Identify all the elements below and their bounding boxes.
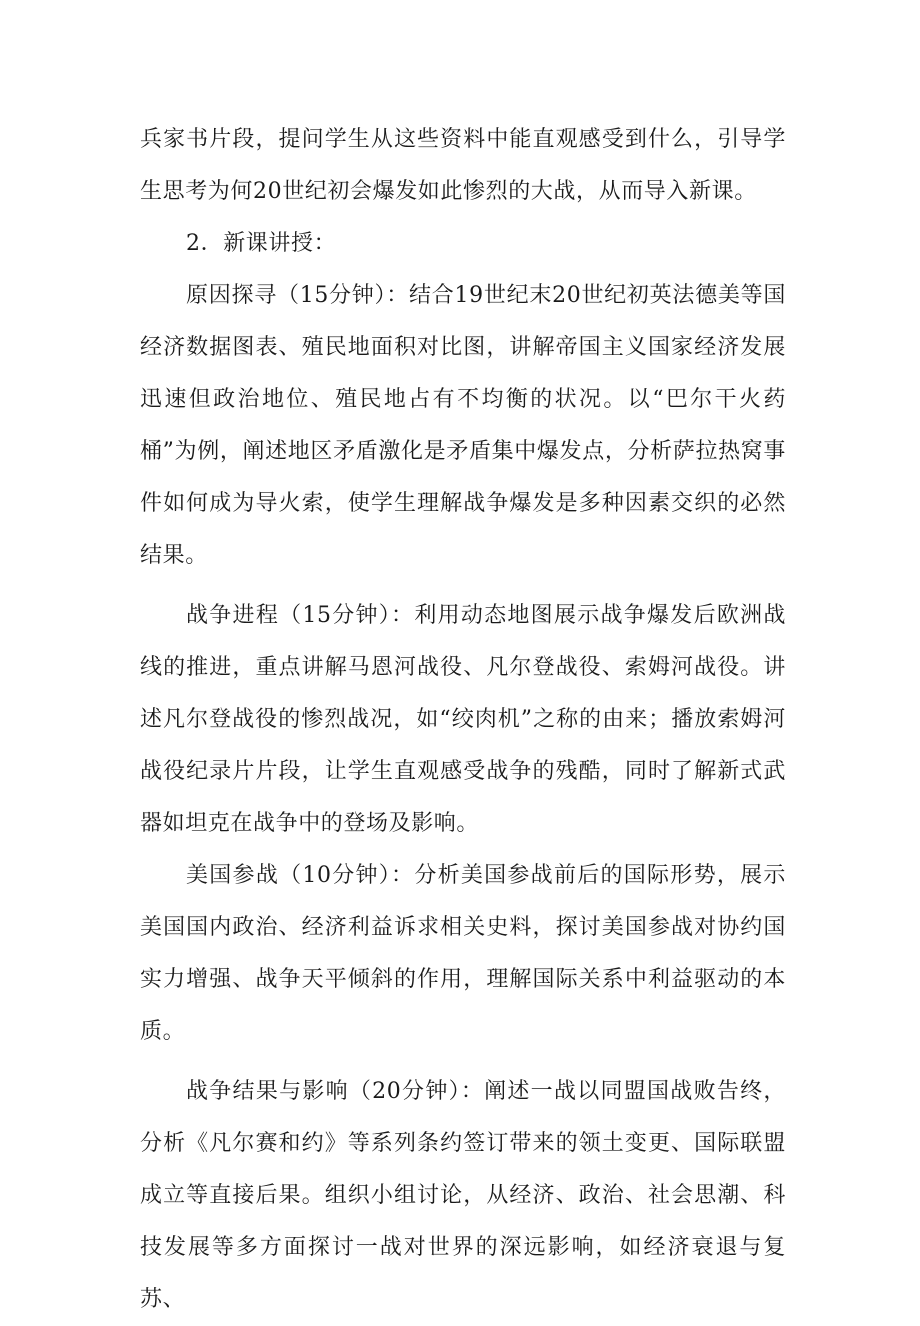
paragraph-intro-continuation: 兵家书片段，提问学生从这些资料中能直观感受到什么，引导学生思考为何20世纪初会爆发如此惨烈的大战，从而导入新课。 <box>140 127 786 204</box>
paragraph-results-impact: 战争结果与影响（20分钟）：阐述一战以同盟国战败告终，分析《凡尔赛和约》等系列条约签订带来的领土变更、国际联盟成立等直接后果。组织小组讨论，从经济、政治、社会思潮、科技发展等多方面探讨一战对世界的深远影响，如经济衰退与复苏、 <box>140 1079 786 1312</box>
paragraph-war-progress: 战争进程（15分钟）：利用动态地图展示战争爆发后欧洲战线的推进，重点讲解马恩河战役、凡尔登战役、索姆河战役。讲述凡尔登战役的惨烈战况，如“绞肉机”之称的由来；播放索姆河战役纪录片片段，让学生直观感受战争的残酷，同时了解新式武器如坦克在战争中的登场及影响。 <box>140 603 786 836</box>
document-body <box>140 114 786 1326</box>
paragraph-causes: 原因探寻（15分钟）：结合19世纪末20世纪初英法德美等国经济数据图表、殖民地面积对比图，讲解帝国主义国家经济发展迅速但政治地位、殖民地占有不均衡的状况。以“巴尔干火药桶”为例，阐述地区矛盾激化是矛盾集中爆发点，分析萨拉热窝事件如何成为导火索，使学生理解战争爆发是多种因素交织的必然结果。 <box>140 283 786 568</box>
paragraph-us-entry: 美国参战（10分钟）：分析美国参战前后的国际形势，展示美国国内政治、经济利益诉求相关史料，探讨美国参战对协约国实力增强、战争天平倾斜的作用，理解国际关系中利益驱动的本质。 <box>140 863 786 1044</box>
paragraph-section-heading: 2．新课讲授： <box>186 231 337 256</box>
